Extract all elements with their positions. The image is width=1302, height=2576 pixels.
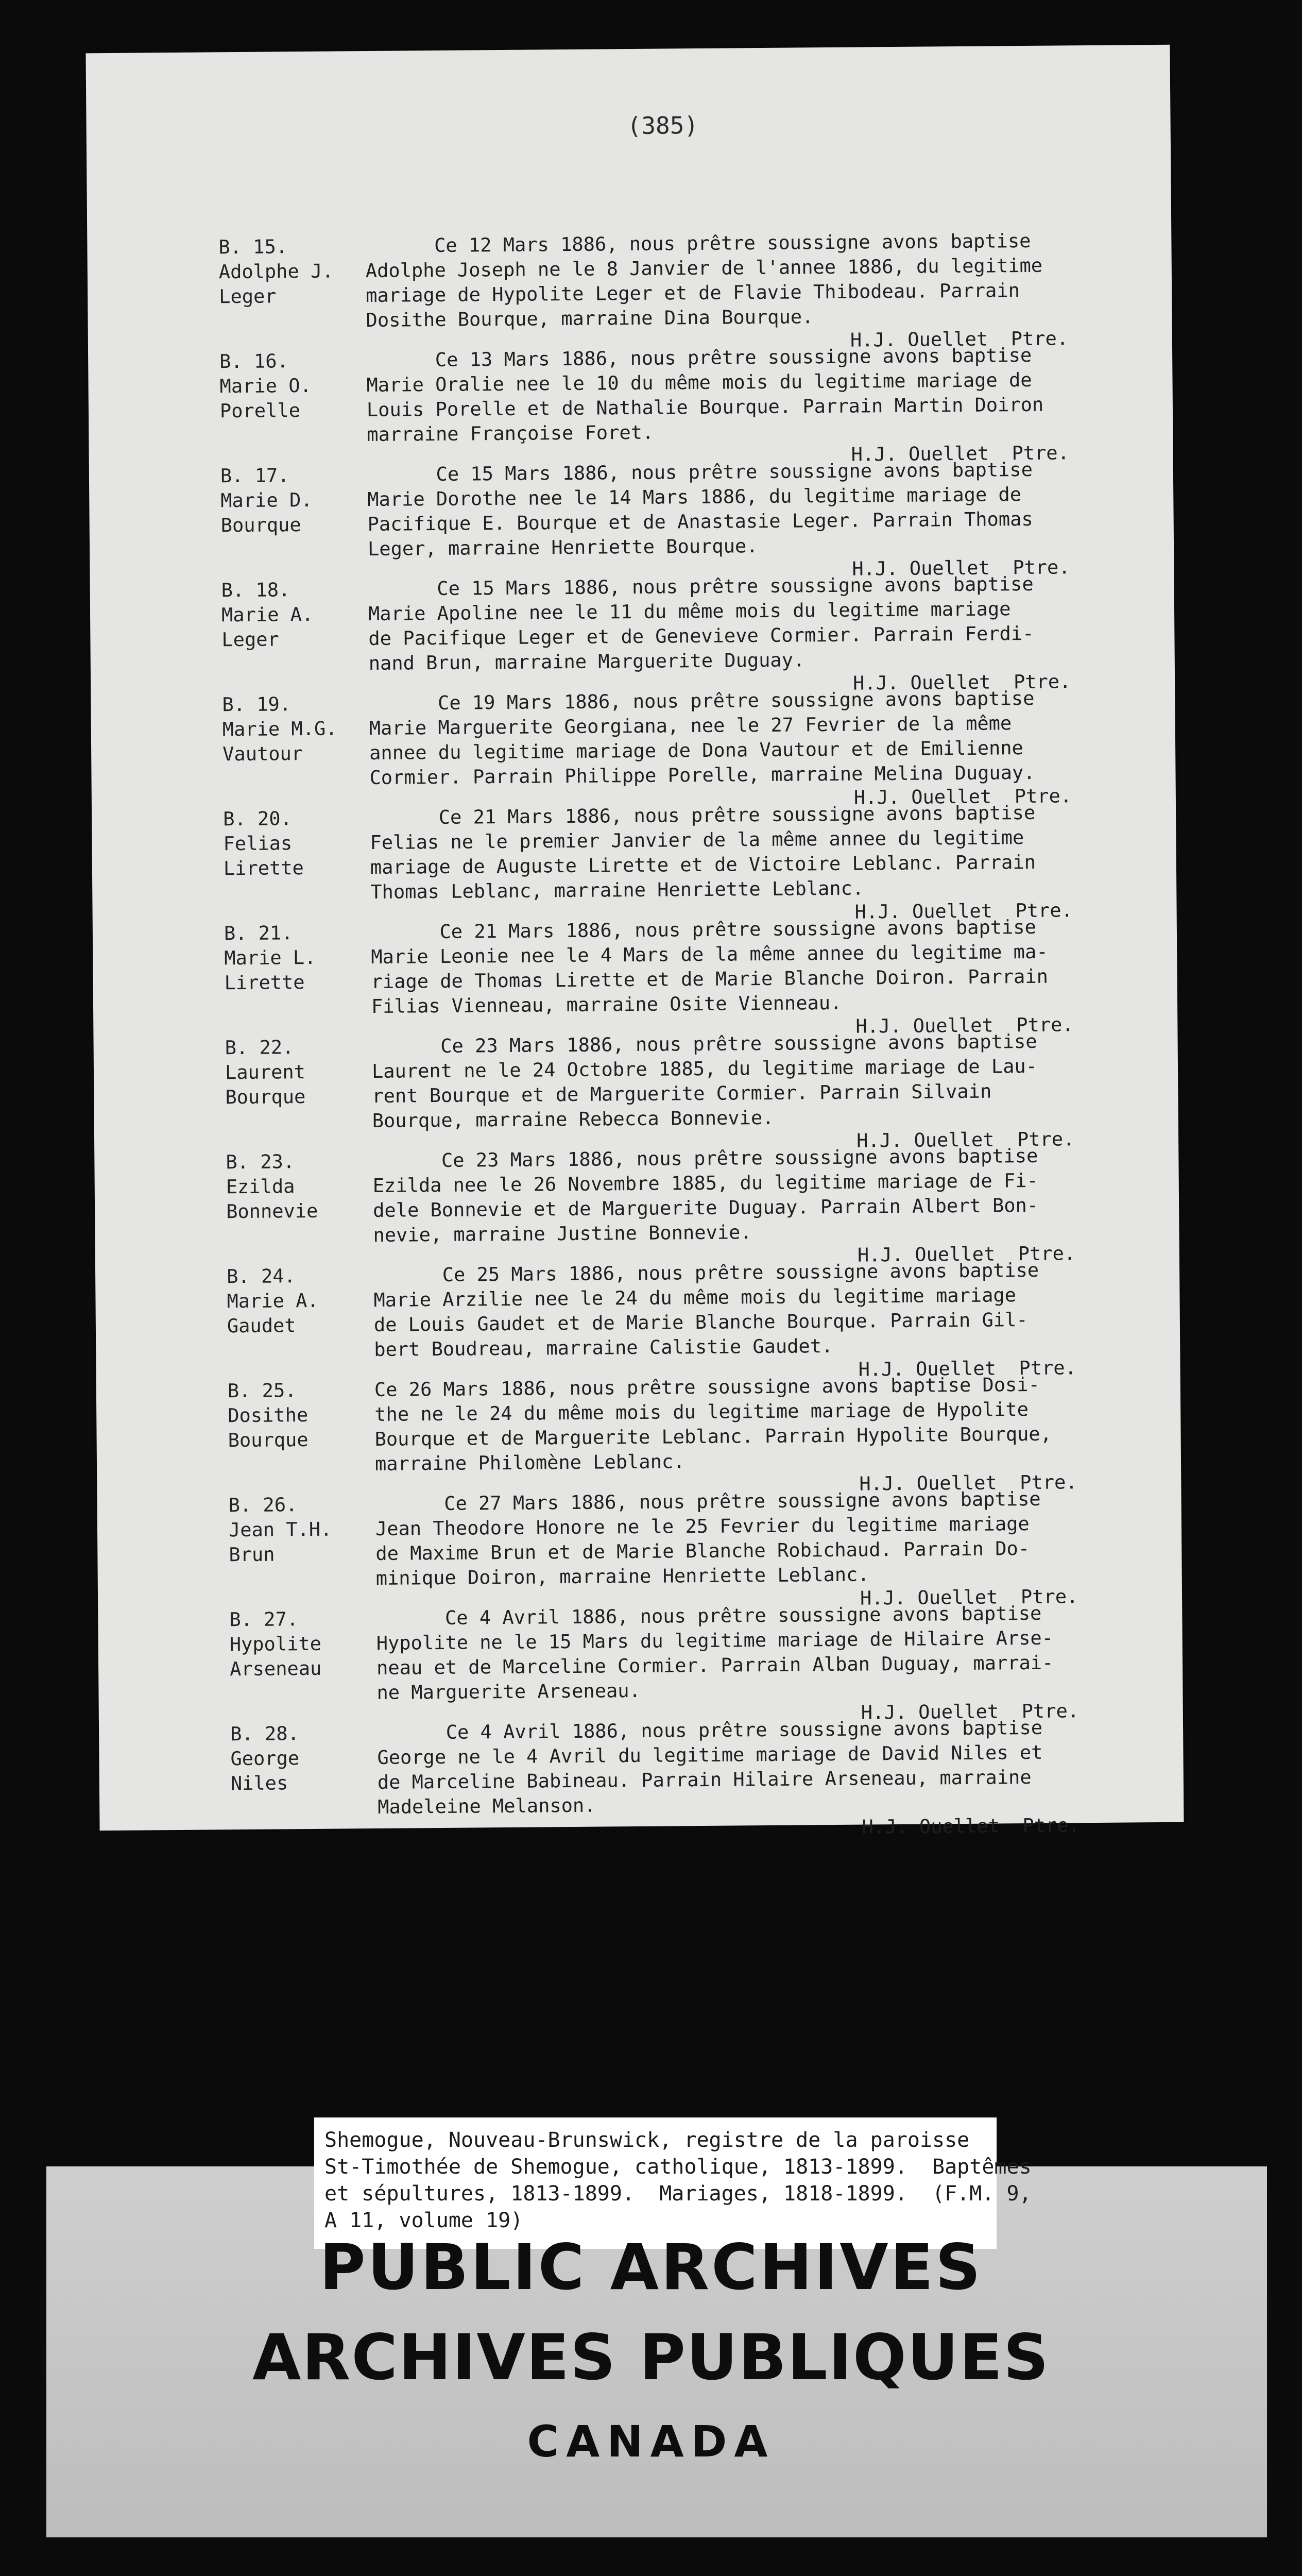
entry-text-line: Filias Vienneau, marraine Osite Vienneau.	[371, 991, 842, 1018]
baptism-entry	[93, 1028, 1177, 1152]
margin-line: Marie A.	[227, 1289, 319, 1313]
margin-line: Bourque	[225, 1086, 306, 1109]
entry-margin-note	[226, 1149, 365, 1224]
entry-body-text	[376, 1600, 1190, 1705]
entry-text-line: bert Boudreau, marraine Calistie Gaudet.	[374, 1335, 833, 1361]
entry-body-text	[374, 1371, 1189, 1477]
priest-signature: H.J. Ouellet Ptre.	[855, 1013, 1074, 1038]
margin-line: Niles	[230, 1772, 288, 1795]
priest-signature: H.J. Ouellet Ptre.	[856, 1128, 1075, 1152]
margin-line: Leger	[219, 285, 277, 308]
entry-text-line: Ce 21 Mars 1886, nous prêtre soussigne avons baptise	[370, 916, 1037, 944]
margin-line: Adolphe J.	[218, 260, 334, 283]
margin-line: B. 26.	[228, 1494, 298, 1517]
margin-line: B. 23.	[226, 1150, 295, 1174]
entry-text-line: Dosithe Bourque, marraine Dina Bourque.	[366, 306, 814, 332]
priest-signature: H.J. Ouellet Ptre.	[854, 899, 1073, 923]
margin-line: B. 20.	[222, 807, 292, 831]
entry-body-text	[369, 685, 1183, 790]
entry-body-text	[373, 1257, 1188, 1362]
entry-body-text	[372, 1143, 1187, 1248]
entry-margin-note	[228, 1378, 367, 1453]
entry-text-line: the ne le 24 du même mois du legitime mariage de Hypolite	[374, 1398, 1029, 1426]
entry-text-line: Ce 19 Mars 1886, nous prêtre soussigne avons baptise	[369, 687, 1035, 715]
margin-line: Marie M.G.	[222, 717, 337, 741]
margin-line: Marie D.	[220, 488, 313, 512]
margin-line: Jean T.H.	[228, 1518, 332, 1541]
entry-text-line: Marie Marguerite Georgiana, nee le 27 Fevrier de la même	[369, 712, 1012, 740]
baptism-entry	[88, 342, 1172, 466]
entry-text-line: marraine Françoise Foret.	[367, 421, 654, 446]
margin-line: B. 16.	[219, 350, 289, 373]
margin-line: Leger	[221, 628, 279, 651]
priest-signature: H.J. Ouellet Ptre.	[852, 556, 1070, 580]
entry-text-line: Leger, marraine Henriette Bourque.	[367, 535, 758, 561]
margin-line: Arseneau	[229, 1657, 322, 1681]
baptism-entry	[93, 914, 1177, 1038]
baptism-entry	[98, 1600, 1182, 1724]
entry-text-line: Jean Theodore Honore ne le 25 Fevrier du legitime mariage	[375, 1513, 1030, 1540]
entry-text-line: Cormier. Parrain Philippe Porelle, marraine Melina Duguay.	[369, 761, 1035, 789]
caption-line: et sépultures, 1813-1899. Mariages, 1818-1899. (F.M. 9,	[324, 2182, 1032, 2206]
entry-text-line: Ce 21 Mars 1886, nous prêtre soussigne avons baptise	[369, 801, 1036, 829]
entry-text-line: Ce 27 Mars 1886, nous prêtre soussigne avons baptise	[375, 1487, 1041, 1515]
margin-line: B. 24.	[226, 1265, 296, 1288]
caption-line: A 11, volume 19)	[324, 2209, 523, 2232]
entry-body-text	[377, 1715, 1191, 1820]
entry-margin-note	[222, 691, 362, 767]
margin-line: Laurent	[225, 1061, 306, 1084]
entry-margin-note	[219, 348, 359, 423]
entry-margin-note	[225, 1035, 364, 1110]
margin-line: Dosithe	[228, 1404, 309, 1427]
caption-line: Shemogue, Nouveau-Brunswick, registre de la paroisse	[324, 2128, 970, 2152]
baptism-entry	[91, 685, 1175, 809]
priest-signature: H.J. Ouellet Ptre.	[859, 1471, 1077, 1495]
canada-heading: CANADA	[527, 2416, 775, 2467]
baptism-entry	[96, 1371, 1180, 1495]
baptism-entry	[90, 571, 1174, 694]
entry-body-text	[370, 800, 1184, 905]
baptism-entry	[89, 456, 1173, 580]
margin-line: B. 25.	[227, 1379, 297, 1402]
margin-line: Marie A.	[221, 603, 314, 626]
baptism-entry	[95, 1257, 1179, 1381]
entry-text-line: Adolphe Joseph ne le 8 Janvier de l'annee 1886, du legitime	[365, 254, 1043, 282]
priest-signature: H.J. Ouellet Ptre.	[858, 1357, 1077, 1381]
entry-text-line: de Louis Gaudet et de Marie Blanche Bourque. Parrain Gil-	[373, 1309, 1028, 1336]
entry-margin-note	[224, 920, 364, 995]
entry-text-line: rent Bourque et de Marguerite Cormier. Parrain Silvain	[372, 1080, 992, 1108]
margin-line: B. 27.	[229, 1608, 299, 1631]
margin-line: B. 19.	[222, 693, 292, 716]
entry-text-line: Marie Oralie nee le 10 du même mois du legitime mariage de	[366, 368, 1032, 397]
entry-text-line: annee du legitime mariage de Dona Vautour et de Emilienne	[369, 737, 1024, 765]
entry-text-line: Hypolite ne le 15 Mars du legitime mariage de Hilaire Arse-	[376, 1626, 1054, 1654]
margin-line: Bourque	[220, 514, 301, 537]
entry-margin-note	[229, 1606, 369, 1682]
entry-text-line: marraine Philomène Leblanc.	[374, 1450, 685, 1475]
entry-text-line: ne Marguerite Arseneau.	[376, 1679, 641, 1704]
entry-text-line: Bourque et de Marguerite Leblanc. Parrain Hypolite Bourque,	[374, 1422, 1052, 1450]
register-page	[85, 45, 1184, 1838]
margin-line: B. 28.	[230, 1722, 299, 1745]
entry-text-line: Ce 15 Mars 1886, nous prêtre soussigne avons baptise	[368, 572, 1034, 601]
entry-text-line: Marie Apoline nee le 11 du même mois du legitime mariage	[368, 598, 1011, 625]
entry-text-line: neau et de Marceline Cormier. Parrain Alban Duguay, marrai-	[376, 1651, 1054, 1679]
margin-line: George	[230, 1747, 300, 1770]
entry-text-line: Ce 26 Mars 1886, nous prêtre soussigne avons baptise Dosi-	[374, 1373, 1040, 1401]
entry-text-line: riage de Thomas Lirette et de Marie Blanche Doiron. Parrain	[371, 965, 1049, 993]
margin-line: B. 21.	[224, 922, 293, 945]
entry-text-line: Marie Dorothe nee le 14 Mars 1886, du legitime mariage de	[367, 483, 1022, 511]
entry-text-line: Ce 15 Mars 1886, nous prêtre soussigne avons baptise	[367, 458, 1033, 486]
priest-signature: H.J. Ouellet Ptre.	[862, 1814, 1080, 1838]
archives-publiques-heading: ARCHIVES PUBLIQUES	[252, 2321, 1050, 2394]
entry-margin-note	[223, 806, 363, 881]
margin-line: Lirette	[224, 971, 305, 994]
baptism-entry	[92, 800, 1176, 923]
entry-text-line: Laurent ne le 24 Octobre 1885, du legitime mariage de Lau-	[371, 1055, 1038, 1083]
priest-signature: H.J. Ouellet Ptre.	[850, 327, 1069, 351]
entry-text-line: George ne le 4 Avril du legitime mariage de David Niles et	[377, 1741, 1043, 1769]
entry-margin-note	[227, 1263, 366, 1338]
caption-line: St-Timothée de Shemogue, catholique, 1813-1899. Baptêmes	[324, 2155, 1032, 2179]
entry-text-line: nevie, marraine Justine Bonnevie.	[373, 1221, 752, 1247]
margin-line: Marie O.	[219, 374, 312, 398]
margin-line: Felias	[223, 832, 293, 855]
priest-signature: H.J. Ouellet Ptre.	[853, 785, 1072, 809]
entry-text-line: nand Brun, marraine Marguerite Duguay.	[368, 649, 805, 675]
entry-body-text	[367, 456, 1181, 562]
entry-margin-note	[220, 463, 360, 538]
entry-body-text	[368, 571, 1182, 676]
public-archives-heading: PUBLIC ARCHIVES	[319, 2231, 983, 2304]
priest-signature: H.J. Ouellet Ptre.	[857, 1242, 1076, 1266]
entry-text-line: Ce 13 Mars 1886, nous prêtre soussigne avons baptise	[366, 344, 1032, 372]
entry-margin-note	[218, 234, 358, 309]
priest-signature: H.J. Ouellet Ptre.	[851, 442, 1070, 466]
entry-text-line: Ezilda nee le 26 Novembre 1885, du legitime mariage de Fi-	[372, 1169, 1038, 1197]
entry-text-line: Louis Porelle et de Nathalie Bourque. Parrain Martin Doiron	[366, 393, 1044, 421]
margin-line: Lirette	[223, 857, 304, 880]
entry-text-line: minique Doiron, marraine Henriette Leblanc.	[375, 1563, 869, 1589]
entry-text-line: Marie Arzilie nee le 24 du même mois du legitime mariage	[373, 1284, 1017, 1312]
entry-text-line: Ce 23 Mars 1886, nous prêtre soussigne avons baptise	[371, 1030, 1037, 1058]
entry-text-line: Ce 4 Avril 1886, nous prêtre soussigne avons baptise	[376, 1602, 1042, 1630]
margin-line: B. 18.	[221, 579, 290, 602]
entry-text-line: Pacifique E. Bourque et de Anastasie Leger. Parrain Thomas	[367, 507, 1033, 536]
entry-text-line: Bourque, marraine Rebecca Bonnevie.	[372, 1106, 774, 1132]
entry-text-line: de Marceline Babineau. Parrain Hilaire Arseneau, marraine	[377, 1766, 1032, 1793]
margin-line: B. 15.	[218, 235, 288, 259]
priest-signature: H.J. Ouellet Ptre.	[860, 1585, 1078, 1609]
margin-line: Ezilda	[226, 1175, 295, 1198]
entry-text-line: Ce 25 Mars 1886, nous prêtre soussigne avons baptise	[373, 1259, 1039, 1287]
margin-line: Marie L.	[224, 946, 316, 970]
entry-text-line: de Maxime Brun et de Marie Blanche Robichaud. Parrain Do-	[375, 1537, 1030, 1565]
margin-line: Vautour	[222, 742, 303, 766]
margin-line: Bonnevie	[226, 1199, 318, 1223]
entry-text-line: Ce 12 Mars 1886, nous prêtre soussigne avons baptise	[365, 229, 1031, 258]
priest-signature: H.J. Ouellet Ptre.	[852, 670, 1071, 694]
margin-line: Gaudet	[227, 1314, 296, 1337]
baptism-entry	[94, 1143, 1178, 1266]
margin-line: B. 22.	[225, 1036, 294, 1059]
margin-line: Hypolite	[229, 1632, 322, 1656]
microfilm-caption	[314, 2117, 1032, 2249]
entry-text-line: Madeleine Melanson.	[378, 1794, 596, 1818]
entry-text-line: de Pacifique Leger et de Genevieve Cormier. Parrain Ferdi-	[368, 622, 1034, 650]
margin-line: Brun	[229, 1543, 275, 1566]
page-number: (385)	[627, 111, 699, 140]
entry-text-line: Felias ne le premier Janvier de la même annee du legitime	[370, 826, 1024, 854]
entry-margin-note	[228, 1492, 368, 1567]
entry-body-text	[371, 1028, 1186, 1133]
margin-line: Bourque	[228, 1429, 309, 1452]
entry-text-line: Ce 23 Mars 1886, nous prêtre soussigne avons baptise	[372, 1144, 1038, 1173]
entry-body-text	[365, 228, 1179, 333]
entry-text-line: mariage de Hypolite Leger et de Flavie Thibodeau. Parrain	[366, 279, 1020, 307]
entry-text-line: Ce 4 Avril 1886, nous prêtre soussigne avons baptise	[376, 1716, 1043, 1744]
entry-text-line: Thomas Leblanc, marraine Henriette Leblanc.	[370, 877, 864, 904]
entry-body-text	[375, 1486, 1189, 1591]
entry-text-line: mariage de Auguste Lirette et de Victoire Leblanc. Parrain	[370, 851, 1036, 879]
entry-body-text	[366, 342, 1180, 447]
entry-text-line: Marie Leonie nee le 4 Mars de la même annee du legitime ma-	[371, 940, 1048, 969]
entry-margin-note	[221, 577, 361, 652]
entry-body-text	[371, 914, 1185, 1019]
entry-text-line: dele Bonnevie et de Marguerite Duguay. Parrain Albert Bon-	[372, 1194, 1039, 1222]
margin-line: B. 17.	[220, 464, 289, 487]
baptism-entry	[99, 1715, 1183, 1838]
baptism-entry	[87, 228, 1171, 351]
entry-margin-note	[230, 1721, 370, 1796]
margin-line: Porelle	[219, 399, 301, 422]
baptism-entry	[97, 1486, 1181, 1609]
priest-signature: H.J. Ouellet Ptre.	[861, 1700, 1080, 1724]
